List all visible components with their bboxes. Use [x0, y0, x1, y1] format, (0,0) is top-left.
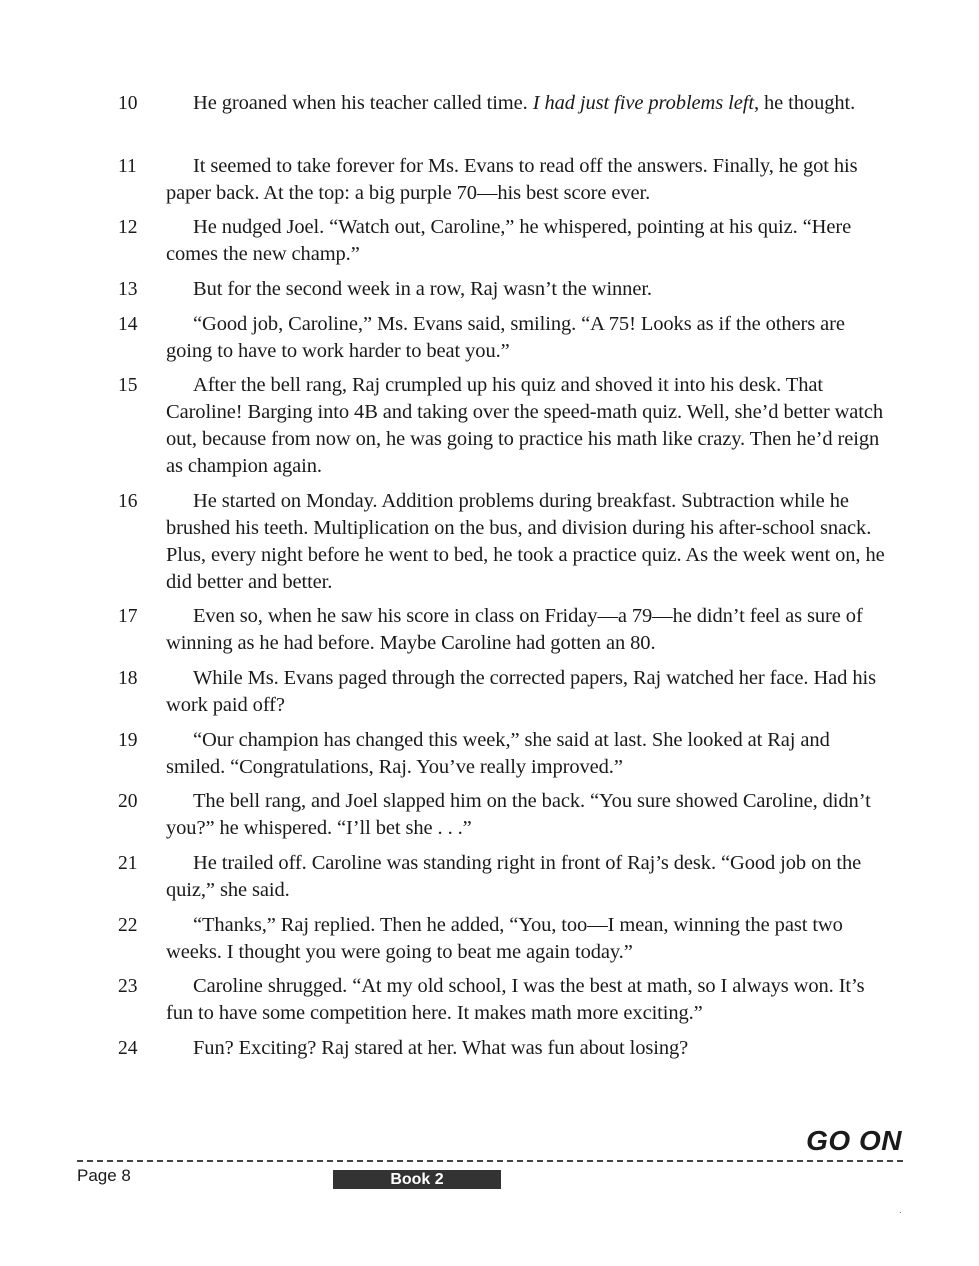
paragraph-number: 18 [118, 668, 138, 689]
paragraph-number: 24 [118, 1038, 138, 1059]
paragraph-text: He nudged Joel. “Watch out, Caroline,” he whispered, pointing at his quiz. “Here comes the new champ.” [166, 216, 852, 265]
page-number: Page 8 [77, 1166, 131, 1185]
paragraph-text: It seemed to take forever for Ms. Evans to read off the answers. Finally, he got his paper back. At the top: a big purple 70—his best score ever. [166, 155, 858, 204]
paragraph-text: Caroline shrugged. “At my old school, I was the best at math, so I always won. It’s fun to have some competition here. It makes math more exciting.” [166, 975, 865, 1024]
paragraph-text: He groaned when his teacher called time. I had just five problems left, he thought. [193, 92, 856, 114]
paragraph-number: 12 [118, 217, 138, 238]
corner-mark: . [899, 1205, 902, 1216]
paragraph-number: 23 [118, 976, 138, 997]
paragraph-text: After the bell rang, Raj crumpled up his quiz and shoved it into his desk. That Caroline! Barging into 4B and taking over the speed-math quiz. Well, she’d better watch out, because from now on, he was going to practice his math like crazy. Then he’d reign as champion again. [166, 374, 884, 477]
paragraph-number: 15 [118, 375, 138, 396]
paragraph-text: The bell rang, and Joel slapped him on the back. “You sure showed Caroline, didn’t you?” he whispered. “I’ll bet she . . .” [166, 790, 871, 839]
paragraph-text: Fun? Exciting? Raj stared at her. What was fun about losing? [193, 1037, 689, 1059]
paragraph-number: 16 [118, 491, 138, 512]
paragraph-number: 14 [118, 314, 138, 335]
footer-divider [77, 1160, 903, 1162]
paragraph-number: 21 [118, 853, 138, 874]
paragraph-text: “Thanks,” Raj replied. Then he added, “You, too—I mean, winning the past two weeks. I thought you were going to beat me again today.” [166, 914, 843, 963]
go-on-label: GO ON [806, 1125, 902, 1156]
paragraph-text: “Good job, Caroline,” Ms. Evans said, smiling. “A 75! Looks as if the others are going to have to work harder to beat you.” [166, 313, 845, 362]
paragraph-text: While Ms. Evans paged through the corrected papers, Raj watched her face. Had his work paid off? [166, 667, 876, 716]
paragraph-number: 20 [118, 791, 138, 812]
italic-thought: I had just five problems left [532, 92, 754, 114]
paragraph-number: 10 [118, 93, 138, 114]
paragraph-number: 19 [118, 730, 138, 751]
paragraph-text: He started on Monday. Addition problems during breakfast. Subtraction while he brushed his teeth. Multiplication on the bus, and division during his after-school snack. Plus, every night before he went to bed, he took a practice quiz. As the week went on, he did better and better. [166, 490, 885, 593]
paragraph-number: 11 [118, 156, 137, 177]
paragraph-text: Even so, when he saw his score in class on Friday—a 79—he didn’t feel as sure of winning as he had before. Maybe Caroline had gotten an 80. [166, 605, 863, 654]
paragraph-number: 17 [118, 606, 138, 627]
paragraph-number: 13 [118, 279, 138, 300]
paragraph-text: He trailed off. Caroline was standing right in front of Raj’s desk. “Good job on the quiz,” she said. [166, 852, 862, 901]
paragraph-number: 22 [118, 915, 138, 936]
paragraph-text: But for the second week in a row, Raj wasn’t the winner. [193, 278, 652, 300]
book-label: Book 2 [333, 1170, 501, 1189]
paragraph-text: “Our champion has changed this week,” she said at last. She looked at Raj and smiled. “Congratulations, Raj. You’ve really improved.” [166, 729, 830, 778]
